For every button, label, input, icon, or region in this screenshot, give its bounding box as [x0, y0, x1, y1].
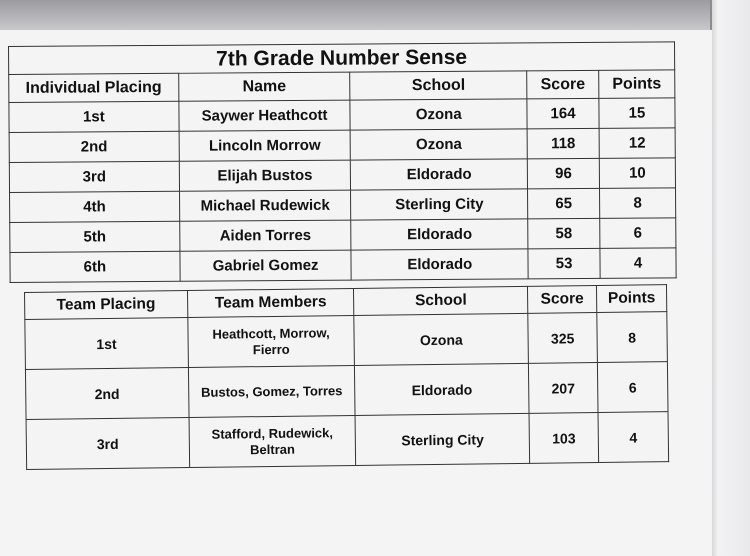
name-cell: Saywer Heathcott — [179, 100, 351, 131]
header-placing: Individual Placing — [9, 73, 179, 102]
school-cell: Ozona — [354, 313, 528, 365]
table-title: 7th Grade Number Sense — [9, 42, 675, 75]
score-cell: 103 — [529, 412, 599, 463]
school-cell: Eldorado — [351, 159, 528, 190]
table-row — [9, 128, 675, 163]
header-points: Points — [599, 70, 675, 99]
table-row — [9, 98, 675, 133]
header-school: School — [354, 286, 528, 315]
individual-results-table — [8, 41, 677, 283]
members-line: Beltran — [249, 441, 295, 457]
score-cell: 325 — [528, 313, 598, 364]
header-score: Score — [528, 286, 597, 314]
placing-cell: 2nd — [25, 368, 188, 420]
points-cell: 15 — [599, 98, 675, 129]
score-cell: 58 — [528, 218, 600, 249]
school-cell: Ozona — [350, 99, 527, 130]
header-points: Points — [596, 285, 666, 313]
score-cell: 65 — [528, 188, 600, 219]
header-team-members: Team Members — [187, 288, 354, 317]
name-cell: Gabriel Gomez — [180, 250, 352, 281]
members-cell — [188, 365, 355, 417]
members-cell — [189, 415, 356, 467]
name-cell: Lincoln Morrow — [179, 130, 351, 161]
table-row — [10, 218, 676, 253]
printed-sheet — [0, 30, 712, 556]
points-cell: 4 — [598, 412, 669, 463]
team-results-table — [24, 284, 669, 470]
monitor-bezel-right — [710, 0, 750, 556]
members-line: Bustos, Gomez, Torres — [201, 382, 343, 400]
members-line: Stafford, Rudewick, — [211, 424, 334, 442]
name-cell: Michael Rudewick — [179, 190, 351, 221]
score-cell: 118 — [527, 128, 599, 159]
table-row — [10, 188, 676, 223]
points-cell: 12 — [599, 128, 675, 159]
placing-cell: 2nd — [9, 131, 179, 162]
name-cell: Aiden Torres — [179, 220, 351, 251]
table-row — [25, 312, 668, 370]
placing-cell: 3rd — [9, 161, 179, 192]
header-school: School — [350, 71, 527, 100]
school-cell: Sterling City — [355, 413, 529, 465]
members-cell — [188, 315, 355, 367]
table-row — [10, 248, 676, 283]
school-cell: Ozona — [351, 129, 528, 160]
score-cell: 207 — [528, 362, 598, 413]
school-cell: Sterling City — [351, 189, 528, 220]
header-team-placing: Team Placing — [25, 291, 188, 320]
placing-cell: 1st — [9, 101, 179, 132]
points-cell: 10 — [599, 158, 675, 189]
school-cell: Eldorado — [351, 249, 528, 280]
points-cell: 6 — [597, 362, 668, 413]
placing-cell: 3rd — [26, 417, 189, 469]
points-cell: 8 — [597, 312, 668, 363]
table-row — [26, 412, 669, 470]
score-cell: 53 — [528, 248, 600, 279]
school-cell: Eldorado — [351, 219, 528, 250]
points-cell: 8 — [600, 188, 676, 219]
points-cell: 4 — [600, 248, 676, 279]
school-cell: Eldorado — [355, 363, 529, 415]
header-score: Score — [527, 70, 599, 99]
score-cell: 164 — [527, 98, 599, 129]
points-cell: 6 — [600, 218, 676, 249]
members-line: Fierro — [252, 341, 290, 357]
score-cell: 96 — [527, 158, 599, 189]
placing-cell: 6th — [10, 251, 180, 282]
placing-cell: 1st — [25, 318, 188, 370]
members-line: Heathcott, Morrow, — [212, 324, 330, 342]
table-row — [25, 362, 668, 420]
placing-cell: 4th — [10, 191, 180, 222]
table-row — [9, 158, 675, 193]
header-name: Name — [178, 72, 350, 101]
placing-cell: 5th — [10, 221, 180, 252]
name-cell: Elijah Bustos — [179, 160, 351, 191]
